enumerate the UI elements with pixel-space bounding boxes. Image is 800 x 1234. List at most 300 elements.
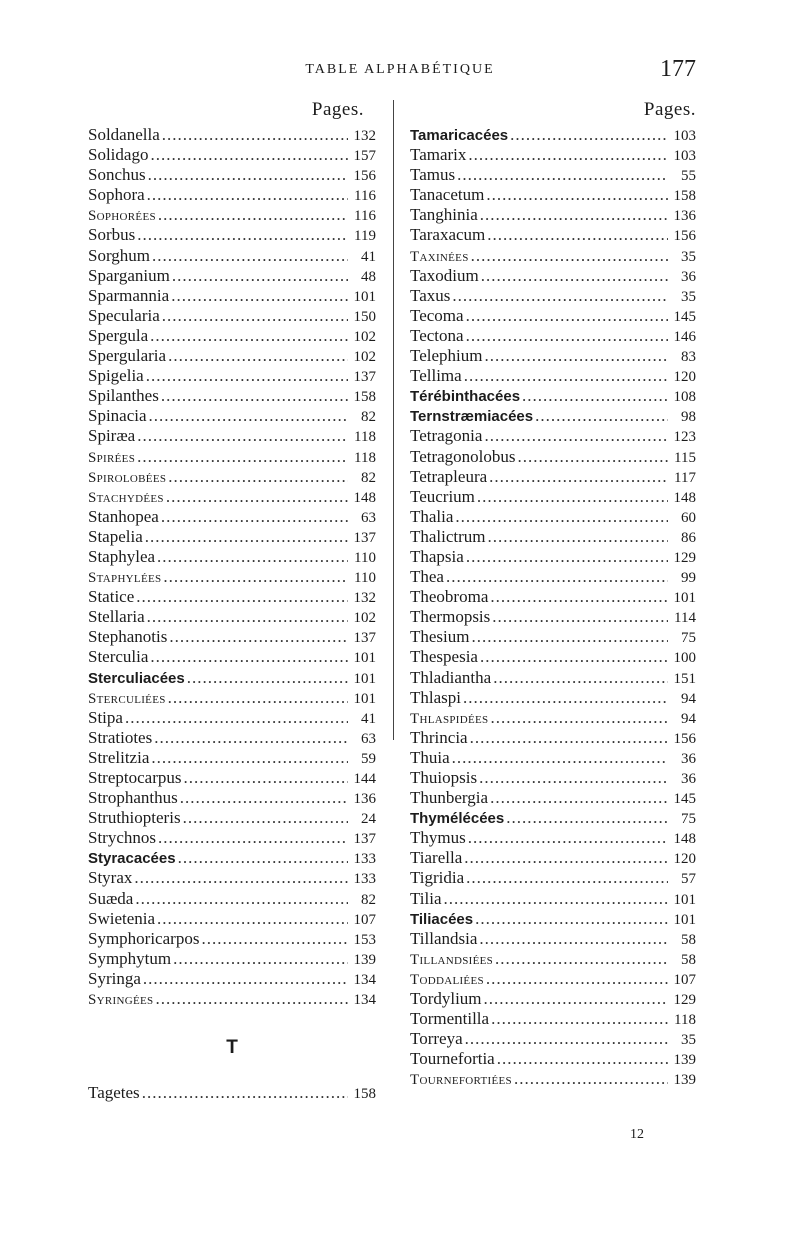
index-entry — [410, 848, 696, 868]
entry-name: Sonchus — [88, 165, 146, 185]
entry-page-number: 137 — [353, 630, 376, 647]
signature-mark: 12 — [630, 1127, 644, 1142]
entry-page-number: 156 — [673, 730, 696, 747]
entry-page-number: 129 — [673, 549, 696, 566]
entry-name: Soldanella — [88, 125, 160, 144]
dot-leader — [506, 808, 668, 828]
entry-name: Staphylea — [88, 546, 156, 566]
entry-name: Staphylées — [88, 570, 162, 587]
index-entry — [88, 627, 376, 647]
dot-leader — [479, 929, 668, 949]
index-entry — [410, 1029, 696, 1049]
index-entry — [410, 929, 696, 949]
dot-leader — [464, 366, 668, 386]
index-entry — [88, 426, 376, 446]
index-entry — [410, 748, 696, 768]
entry-page-number: 133 — [353, 851, 376, 868]
dot-leader — [484, 989, 668, 1009]
dot-leader — [187, 668, 348, 688]
index-entry — [410, 145, 696, 165]
running-header-title: TABLE ALPHABÉTIQUE — [305, 62, 495, 77]
index-entry — [410, 989, 696, 1009]
entry-page-number: 101 — [353, 288, 376, 305]
index-entry — [410, 467, 696, 487]
index-entry — [88, 949, 376, 969]
entry-page-number: 48 — [361, 268, 376, 285]
index-entry — [410, 527, 696, 547]
dot-leader — [491, 1009, 668, 1029]
entry-page-number: 148 — [673, 489, 696, 506]
entry-name: Tilia — [410, 888, 442, 908]
dot-leader — [466, 547, 668, 567]
index-entry — [88, 547, 376, 567]
dot-leader — [137, 225, 348, 245]
entry-page-number: 144 — [353, 771, 376, 787]
entry-page-number: 98 — [681, 409, 696, 426]
entry-page-number: 58 — [681, 931, 696, 948]
entry-name: Tormentilla — [410, 1009, 490, 1029]
entry-page-number: 86 — [681, 529, 696, 546]
index-entry — [410, 406, 696, 426]
entry-name: Stanhopea — [88, 506, 159, 526]
index-entry — [88, 848, 376, 868]
entry-page-number: 137 — [353, 529, 376, 546]
entry-page-number: 110 — [354, 549, 376, 566]
entry-name: Statice — [88, 587, 135, 607]
entry-page-number: 120 — [673, 851, 696, 868]
entry-page-number: 116 — [354, 188, 376, 205]
entry-page-number: 41 — [361, 710, 376, 727]
entry-name: Tetrapleura — [410, 466, 488, 486]
index-entry — [410, 125, 696, 145]
index-entry — [410, 889, 696, 909]
entry-page-number: 75 — [681, 811, 696, 828]
entry-name: Tamaricacées — [410, 127, 509, 144]
entry-name: Tecoma — [410, 305, 464, 325]
entry-name: Stachydées — [88, 489, 164, 506]
entry-name: Syringées — [88, 992, 154, 1009]
entry-page-number: 99 — [681, 570, 696, 587]
dot-leader — [183, 768, 348, 788]
index-entry — [410, 668, 696, 688]
index-entry — [410, 366, 696, 386]
dot-leader — [488, 527, 668, 547]
index-entry — [88, 306, 376, 326]
dot-leader — [490, 587, 668, 607]
entry-name: Thymélécées — [410, 810, 505, 828]
index-entry — [410, 205, 696, 225]
dot-leader — [168, 467, 348, 487]
dot-leader — [178, 848, 348, 868]
entry-page-number: 63 — [361, 509, 376, 526]
entry-name: Tillandsia — [410, 928, 478, 948]
entry-page-number: 115 — [674, 449, 696, 466]
dot-leader — [472, 627, 669, 647]
entry-name: Thea — [410, 567, 444, 587]
entry-page-number: 110 — [354, 570, 376, 587]
index-entry — [410, 728, 696, 748]
index-entry — [410, 708, 696, 728]
entry-page-number: 82 — [361, 409, 376, 426]
index-entry — [88, 909, 376, 929]
entry-name: Tetragonolobus — [410, 446, 516, 466]
index-entry — [410, 426, 696, 446]
index-entry — [410, 386, 696, 406]
dot-leader — [162, 306, 348, 326]
entry-page-number: 36 — [681, 771, 696, 787]
entry-name: Térébinthacées — [410, 388, 521, 406]
entry-name: Thuiopsis — [410, 768, 478, 787]
index-entry — [410, 1009, 696, 1029]
dot-leader — [465, 1029, 668, 1049]
entry-page-number: 148 — [673, 831, 696, 848]
dot-leader — [148, 165, 348, 185]
entry-page-number: 145 — [673, 791, 696, 808]
index-entry — [410, 346, 696, 366]
entry-name: Strychnos — [88, 828, 156, 848]
dot-leader — [150, 145, 348, 165]
dot-leader — [125, 708, 348, 728]
dot-leader — [137, 447, 348, 467]
dot-leader — [535, 406, 668, 426]
entry-name: Spergula — [88, 325, 149, 345]
dot-leader — [497, 1049, 668, 1069]
index-entry — [410, 909, 696, 929]
entry-page-number: 35 — [681, 288, 696, 305]
entry-page-number: 57 — [681, 871, 696, 888]
index-entry — [410, 969, 696, 989]
section-letter-heading: T — [226, 1037, 238, 1059]
dot-leader — [134, 868, 348, 888]
entry-page-number: 158 — [673, 188, 696, 205]
entry-page-number: 100 — [673, 650, 696, 667]
entry-page-number: 103 — [673, 148, 696, 165]
entry-name: Styrax — [88, 868, 133, 888]
entry-name: Solidago — [88, 145, 149, 165]
dot-leader — [510, 125, 668, 145]
entry-page-number: 108 — [673, 389, 696, 406]
entry-name: Taxinées — [410, 248, 469, 265]
entry-name: Taxus — [410, 285, 451, 305]
entry-name: Streptocarpus — [88, 768, 182, 787]
dot-leader — [493, 668, 668, 688]
entry-name: Tamus — [410, 165, 456, 185]
dot-leader — [173, 949, 348, 969]
index-entry — [88, 768, 376, 788]
entry-page-number: 139 — [673, 1052, 696, 1069]
dot-leader — [169, 627, 348, 647]
entry-name: Suæda — [88, 888, 134, 908]
entry-name: Tordylium — [410, 989, 482, 1009]
entry-name: Sterculia — [88, 647, 149, 667]
entry-page-number: 101 — [353, 670, 376, 687]
index-entry — [410, 185, 696, 205]
index-entry — [88, 185, 376, 205]
entry-page-number: 132 — [353, 128, 376, 144]
entry-name: Tectona — [410, 325, 464, 345]
dot-leader — [471, 246, 668, 266]
entry-name: Sophorées — [88, 208, 156, 225]
entry-name: Swietenia — [88, 908, 156, 928]
dot-leader — [154, 728, 348, 748]
entry-name: Sorghum — [88, 245, 151, 265]
entry-name: Stratiotes — [88, 727, 153, 747]
dot-leader — [484, 426, 668, 446]
left-entry-list-after-section — [88, 1083, 376, 1103]
entry-page-number: 139 — [673, 1072, 696, 1089]
index-entry — [88, 366, 376, 386]
index-entry — [410, 587, 696, 607]
entry-name: Syringa — [88, 968, 141, 988]
index-entry — [88, 205, 376, 225]
entry-name: Torreya — [410, 1029, 463, 1049]
entry-name: Strophanthus — [88, 788, 178, 808]
page-number: 177 — [660, 56, 696, 82]
index-entry — [410, 567, 696, 587]
entry-page-number: 134 — [353, 992, 376, 1009]
index-entry — [410, 607, 696, 627]
entry-name: Thalictrum — [410, 526, 486, 546]
entry-name: Tamarix — [410, 145, 467, 165]
entry-name: Specularia — [88, 305, 160, 325]
index-entry — [410, 1069, 696, 1089]
dot-leader — [455, 507, 668, 527]
entry-name: Tanacetum — [410, 185, 485, 205]
entry-name: Thlaspi — [410, 687, 461, 707]
entry-page-number: 35 — [681, 248, 696, 265]
entry-page-number: 158 — [353, 389, 376, 406]
index-entry — [410, 326, 696, 346]
index-entry — [88, 507, 376, 527]
entry-page-number: 151 — [673, 670, 696, 687]
index-entry — [410, 949, 696, 969]
entry-name: Spirolobées — [88, 469, 167, 486]
index-entry — [88, 929, 376, 949]
index-entry — [88, 487, 376, 507]
entry-page-number: 83 — [681, 349, 696, 366]
right-entry-list — [410, 125, 696, 1090]
index-entry — [410, 788, 696, 808]
entry-name: Thymus — [410, 828, 466, 848]
dot-leader — [168, 688, 348, 708]
entry-name: Sterculiacées — [88, 669, 185, 687]
index-entry — [88, 868, 376, 888]
entry-name: Thlaspidées — [410, 710, 489, 727]
entry-page-number: 107 — [353, 911, 376, 928]
dot-leader — [464, 848, 668, 868]
entry-name: Sterculiées — [88, 690, 166, 707]
entry-page-number: 156 — [673, 228, 696, 245]
entry-page-number: 102 — [353, 610, 376, 627]
entry-page-number: 129 — [673, 992, 696, 1009]
dot-leader — [162, 125, 348, 145]
entry-page-number: 59 — [361, 750, 376, 767]
entry-page-number: 118 — [354, 429, 376, 446]
entry-name: Thrincia — [410, 727, 468, 747]
index-entry — [88, 647, 376, 667]
left-entry-list — [88, 125, 376, 1009]
dot-leader — [466, 306, 668, 326]
dot-leader — [487, 225, 668, 245]
entry-page-number: 82 — [361, 891, 376, 908]
entry-name: Tournefortia — [410, 1049, 495, 1069]
entry-page-number: 153 — [353, 931, 376, 948]
dot-leader — [486, 185, 668, 205]
entry-page-number: 123 — [673, 429, 696, 446]
entry-page-number: 60 — [681, 509, 696, 526]
entry-page-number: 133 — [353, 871, 376, 888]
entry-page-number: 114 — [674, 610, 696, 627]
entry-page-number: 24 — [361, 811, 376, 828]
index-entry — [88, 246, 376, 266]
dot-leader — [150, 647, 348, 667]
entry-page-number: 132 — [353, 590, 376, 607]
entry-page-number: 102 — [353, 349, 376, 366]
index-entry — [88, 386, 376, 406]
dot-leader — [155, 989, 348, 1009]
entry-name: Ternstræmiacées — [410, 408, 534, 426]
entry-page-number: 35 — [681, 1032, 696, 1049]
index-entry — [88, 346, 376, 366]
dot-leader — [152, 246, 348, 266]
entry-name: Strelitzia — [88, 747, 150, 767]
dot-leader — [444, 889, 668, 909]
entry-name: Sophora — [88, 185, 145, 205]
entry-name: Thespesia — [410, 647, 478, 667]
entry-page-number: 136 — [353, 791, 376, 808]
entry-page-number: 55 — [681, 168, 696, 185]
dot-leader — [147, 185, 348, 205]
dot-leader — [495, 949, 668, 969]
index-entry — [410, 507, 696, 527]
entry-page-number: 158 — [353, 1086, 376, 1103]
entry-name: Stellaria — [88, 607, 145, 627]
index-entry — [88, 969, 376, 989]
index-entry — [88, 527, 376, 547]
dot-leader — [143, 969, 348, 989]
dot-leader — [466, 326, 668, 346]
index-entry — [88, 125, 376, 145]
index-entry — [88, 587, 376, 607]
entry-page-number: 107 — [673, 971, 696, 988]
entry-name: Thuia — [410, 747, 450, 767]
dot-leader — [158, 828, 348, 848]
entry-page-number: 120 — [673, 369, 696, 386]
entry-page-number: 136 — [673, 208, 696, 225]
entry-page-number: 36 — [681, 268, 696, 285]
index-entry — [88, 1083, 376, 1103]
entry-name: Tagetes — [88, 1083, 140, 1103]
index-entry — [410, 286, 696, 306]
pages-column-label: Pages. — [643, 99, 696, 120]
entry-name: Tetragonia — [410, 426, 483, 446]
dot-leader — [166, 487, 348, 507]
dot-leader — [475, 909, 668, 929]
dot-leader — [145, 527, 348, 547]
index-entry — [88, 728, 376, 748]
dot-leader — [481, 266, 668, 286]
entry-page-number: 137 — [353, 831, 376, 848]
dot-leader — [457, 165, 668, 185]
dot-leader — [183, 808, 348, 828]
dot-leader — [468, 145, 668, 165]
dot-leader — [146, 366, 348, 386]
dot-leader — [452, 286, 668, 306]
entry-name: Spergularia — [88, 346, 167, 366]
index-entry — [88, 326, 376, 346]
dot-leader — [490, 708, 668, 728]
entry-page-number: 150 — [353, 308, 376, 325]
entry-name: Sparmannia — [88, 285, 170, 305]
entry-name: Tiliacées — [410, 910, 474, 928]
index-entry — [88, 286, 376, 306]
pages-column-label: Pages. — [311, 99, 364, 120]
index-entry — [88, 808, 376, 828]
dot-leader — [137, 426, 348, 446]
entry-page-number: 101 — [353, 690, 376, 707]
entry-name: Tiarella — [410, 848, 463, 868]
dot-leader — [477, 487, 668, 507]
index-entry — [410, 868, 696, 888]
dot-leader — [172, 266, 348, 286]
entry-page-number: 101 — [673, 891, 696, 908]
dot-leader — [161, 386, 348, 406]
entry-page-number: 118 — [354, 449, 376, 466]
dot-leader — [151, 748, 348, 768]
dot-leader — [470, 728, 668, 748]
index-entry — [410, 165, 696, 185]
entry-page-number: 156 — [353, 168, 376, 185]
entry-name: Symphoricarpos — [88, 928, 200, 948]
entry-name: Thesium — [410, 627, 470, 647]
entry-page-number: 63 — [361, 730, 376, 747]
entry-page-number: 101 — [673, 590, 696, 607]
index-entry — [88, 406, 376, 426]
entry-name: Thalia — [410, 506, 454, 526]
index-entry — [410, 447, 696, 467]
index-entry — [410, 808, 696, 828]
entry-page-number: 134 — [353, 971, 376, 988]
entry-name: Spinacia — [88, 406, 147, 426]
entry-name: Sorbus — [88, 225, 136, 245]
entry-name: Teucrium — [410, 486, 475, 506]
entry-page-number: 58 — [681, 951, 696, 968]
index-entry — [410, 266, 696, 286]
index-entry — [410, 487, 696, 507]
entry-page-number: 148 — [353, 489, 376, 506]
entry-name: Thunbergia — [410, 788, 489, 808]
entry-page-number: 36 — [681, 750, 696, 767]
index-entry — [88, 145, 376, 165]
dot-leader — [452, 748, 668, 768]
index-entry — [88, 708, 376, 728]
right-index-column — [410, 95, 696, 1090]
entry-page-number: 102 — [353, 328, 376, 345]
index-entry — [88, 467, 376, 487]
dot-leader — [168, 346, 348, 366]
index-entry — [88, 225, 376, 245]
index-entry — [88, 748, 376, 768]
index-entry — [88, 165, 376, 185]
dot-leader — [479, 768, 668, 788]
left-index-column — [88, 95, 376, 1103]
dot-leader — [468, 828, 668, 848]
index-entry — [88, 567, 376, 587]
index-entry — [410, 647, 696, 667]
entry-name: Stephanotis — [88, 627, 168, 647]
entry-name: Theobroma — [410, 587, 489, 607]
entry-page-number: 103 — [673, 128, 696, 144]
